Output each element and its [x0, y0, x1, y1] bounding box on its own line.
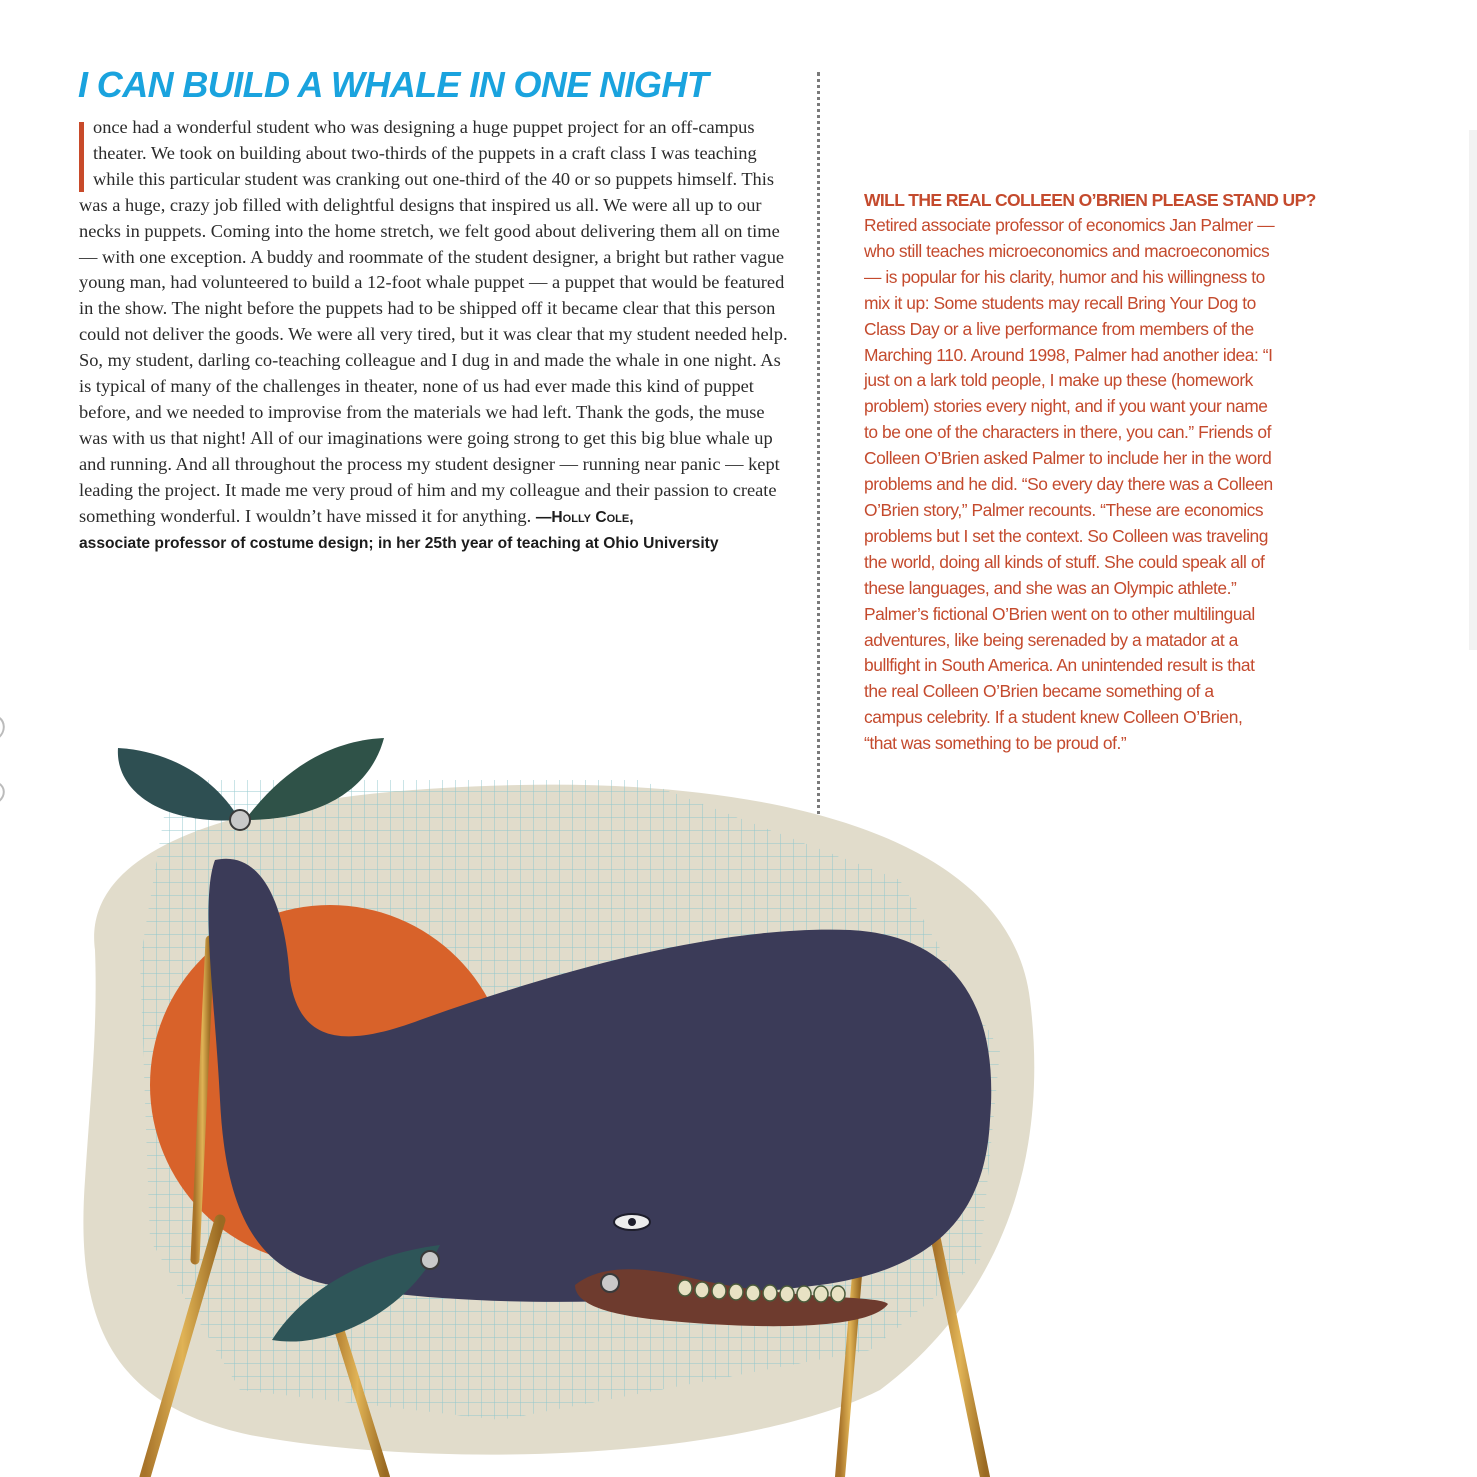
sidebar	[864, 190, 1316, 757]
flipper-pin	[421, 1251, 439, 1269]
whale-pupil	[628, 1218, 636, 1226]
tail-pin	[230, 810, 250, 830]
drop-cap-bar	[79, 122, 84, 192]
page-edge-shadow	[1469, 130, 1477, 650]
sidebar-body: Retired associate professor of economics Jan Palmer — who still teaches microeconomics and macroeconomics — is popular for his clarity, humor and his willingness to mix it up: Some students may recall Bring Your Dog to Class Day or a live performance from members of the Marching 110. Around 1998, Palmer had another idea: “I just on a lark told people, I make up these (homework problem) stories every night, and if you want your name to be one of the characters in there, you can.” Friends of Colleen O’Brien asked Palmer to include her in the word problems and he did. “So every day there was a Colleen O’Brien story,” Palmer recounts. “These are economics problems but I set the context. So Colleen was traveling the world, doing all kinds of stuff. She could speak all of these languages, and she was an Olympic athlete.” Palmer’s fictional O’Brien went on to other multilingual adventures, like being serenaded by a matador at a bullfight in South America. An unintended result is that the real Colleen O’Brien became something of a campus celebrity. If a student knew Colleen O’Brien, “that was something to be proud of.”	[864, 215, 1275, 754]
article-body	[79, 115, 793, 557]
article-body-text: once had a wonderful student who was designing a huge puppet project for an off-campus theater. We took on building about two-thirds of the puppets in a craft class I was teaching while this particular student was cranking out one-third of the 40 or so puppets himself. This was a huge, crazy job filled with delightful designs that inspired us all. We were all up to our necks in puppets. Coming into the home stretch, we felt good about delivering them all on time — with one exception. A buddy and roommate of the student designer, a bright but rather vague young man, had volunteered to build a 12-foot whale puppet — a puppet that would be featured in the show. The night before the puppets had to be shipped off it became clear that this person could not deliver the goods. We were all very tired, but it was clear that my student needed help. So, my student, darling co-teaching colleague and I dug in and made the whale in one night. As is typical of many of the challenges in theater, none of us had ever made this kind of puppet before, and we needed to improvise from the materials we had left. Thank the gods, the muse was with us that night! All of our imaginations were going strong to get this big blue whale up and running. And all throughout the process my student designer — running near panic — kept leading the project. It made me very proud of him and my colleague and their passion to create something wonderful. I wouldn’t have missed it for anything.	[79, 117, 788, 526]
whale-illustration	[0, 700, 1100, 1477]
byline-name: —Holly Cole,	[535, 508, 634, 526]
article-title: I CAN BUILD A WHALE IN ONE NIGHT	[78, 64, 709, 105]
jaw-pin	[601, 1274, 619, 1292]
byline-role: associate professor of costume design; in her 25th year of teaching at Ohio University	[79, 534, 719, 552]
sidebar-heading: WILL THE REAL COLLEEN O’BRIEN PLEASE STAND UP?	[864, 190, 1316, 210]
